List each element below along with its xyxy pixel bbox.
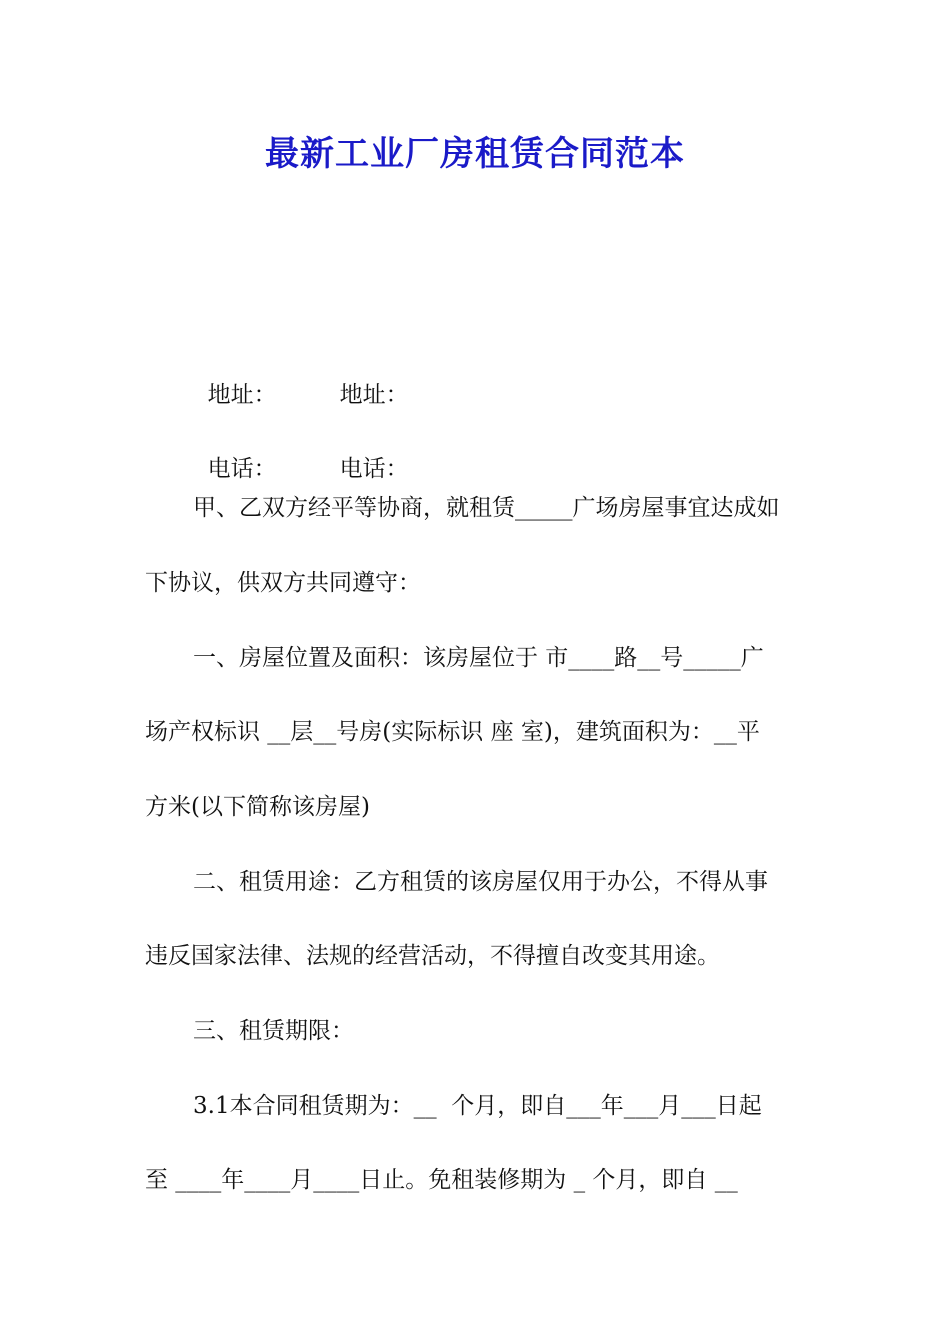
- clause-1-line-2: 场产权标识 __层__号房(实际标识 座 室)，建筑面积为：__平: [145, 719, 760, 745]
- party-a-phone-label: 电话：: [207, 456, 277, 482]
- clause-3-1-line-1: 3.1本合同租赁期为：__ 个月，即自___年___月___日起: [193, 1093, 762, 1119]
- clause-1-line-3: 方米(以下简称该房屋): [145, 794, 370, 820]
- address-row: [193, 341, 810, 413]
- clause-3-heading: 三、租赁期限：: [193, 1018, 354, 1044]
- phone-row: [193, 415, 810, 487]
- clause-2-line-2: 违反国家法律、法规的经营活动，不得擅自改变其用途。: [145, 943, 720, 969]
- clause-2-line-1: 二、租赁用途：乙方租赁的该房屋仅用于办公，不得从事: [193, 869, 768, 895]
- document-title: 最新工业厂房租赁合同范本: [265, 134, 685, 174]
- party-a-address-label: 地址：: [207, 382, 277, 408]
- paragraph-intro-line-2: 下协议，供双方共同遵守：: [145, 570, 421, 596]
- party-b-phone-label: 电话：: [339, 456, 409, 482]
- party-b-address-label: 地址：: [339, 382, 409, 408]
- paragraph-intro-line-1: 甲、乙双方经平等协商，就租赁_____广场房屋事宜达成如: [193, 495, 780, 521]
- clause-3-1-line-2: 至 ____年____月____日止。免租装修期为 _ 个月，即自 __: [145, 1167, 738, 1193]
- clause-1-line-1: 一、房屋位置及面积：该房屋位于 市____路__号_____广: [193, 645, 764, 671]
